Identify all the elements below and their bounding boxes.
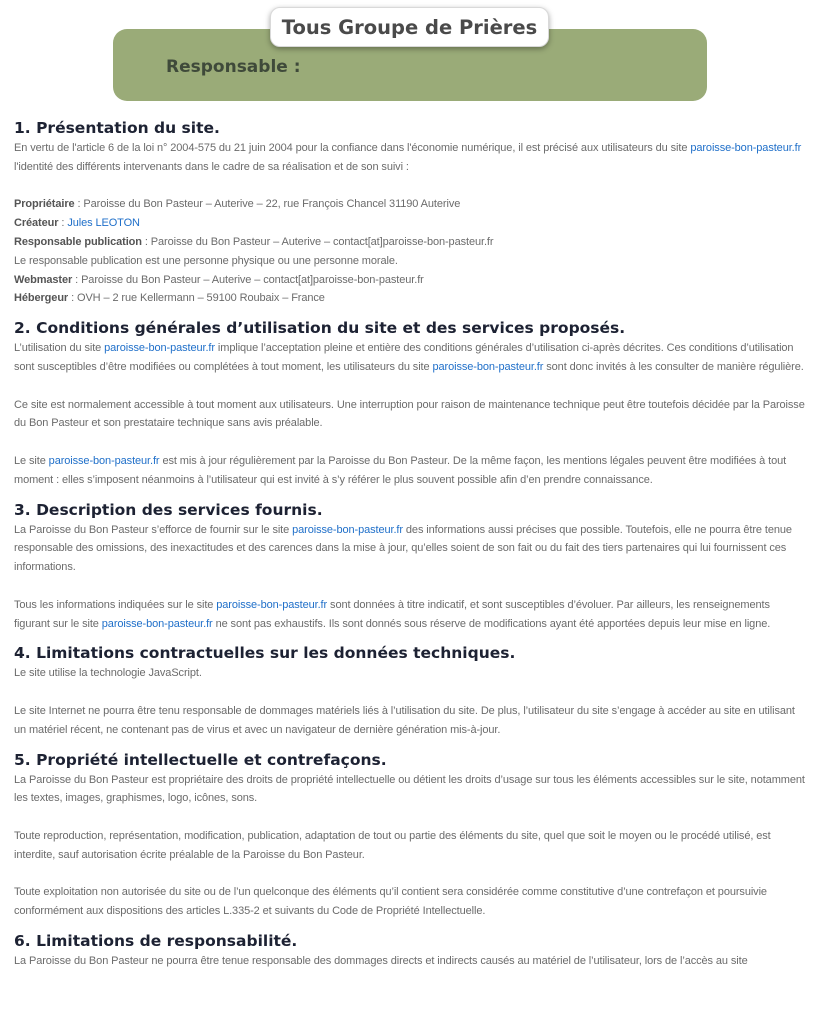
text: implique l’acceptation pleine et entière des conditions générales d’utilisation ci-après décrites. Ces conditions d’utilisation sont susceptibles d’être modifiées ou complétées à tout moment, les utilisateurs du site <box>14 342 794 373</box>
paragraph <box>14 139 807 177</box>
text: En vertu de l'article 6 de la loi n° 2004-575 du 21 juin 2004 pour la confiance dans l'économie numérique, il est précisé aux utilisateurs du site <box>14 142 691 154</box>
section-heading: 3. Description des services fournis. <box>14 500 323 519</box>
label: Propriétaire <box>14 198 75 211</box>
text: est mis à jour régulièrement par la Paroisse du Bon Pasteur. De la même façon, les mentions légales peuvent être modifiées à tout moment : elles s’imposent néanmoins à l’utilisateur qui est invité à s’y référer le plus souvent possible afin d’en prendre connaissance. <box>14 454 787 486</box>
paragraph <box>14 596 807 634</box>
section-heading: 5. Propriété intellectuelle et contrefaçons. <box>14 750 387 769</box>
label: Webmaster <box>14 273 73 286</box>
section-limitations-techniques <box>14 642 807 739</box>
creator-line <box>14 214 807 233</box>
site-link[interactable]: paroisse-bon-pasteur.fr <box>104 342 215 355</box>
site-link[interactable]: paroisse-bon-pasteur.fr <box>690 142 802 154</box>
text: L’utilisation du site <box>14 342 105 355</box>
paragraph: La Paroisse du Bon Pasteur est propriétaire des droits de propriété intellectuelle ou détient les droits d’usage sur tous les éléments accessibles sur le site, notamment les textes, images, graphismes, logo, icônes, sons. <box>14 773 805 805</box>
creator-link[interactable]: Jules LEOTON <box>67 217 140 230</box>
site-link[interactable]: paroisse-bon-pasteur.fr <box>48 454 160 467</box>
paragraph <box>14 521 807 577</box>
value: : Paroisse du Bon Pasteur – Auterive – contact[at]paroisse-bon-pasteur.fr <box>72 273 424 286</box>
site-link[interactable]: paroisse-bon-pasteur.fr <box>432 360 544 373</box>
paragraph <box>14 339 807 377</box>
text: La Paroisse du Bon Pasteur s’efforce de fournir sur le site <box>14 523 293 536</box>
paragraph <box>14 452 807 490</box>
webmaster-line <box>14 271 807 290</box>
section-propriete <box>14 749 807 921</box>
responsable-label: Responsable : <box>166 57 301 77</box>
label: Hébergeur <box>14 292 69 305</box>
section-responsabilite <box>14 930 807 971</box>
section-presentation <box>14 117 807 308</box>
separator: : <box>58 217 68 230</box>
site-link[interactable]: paroisse-bon-pasteur.fr <box>101 617 213 630</box>
text: ne sont pas exhaustifs. Ils sont donnés sous réserve de modifications ayant été apportées depuis leur mise en ligne. <box>212 617 771 630</box>
legal-content <box>14 117 807 980</box>
paragraph: Toute reproduction, représentation, modification, publication, adaptation de tout ou partie des éléments du site, quel que soit le moyen ou le procédé utilisé, est interdite, sauf autorisation écrite préalable de la Paroisse du Bon Pasteur. <box>14 829 771 861</box>
section-services <box>14 499 807 634</box>
paragraph: Toute exploitation non autorisée du site ou de l’un quelconque des éléments qu’il contient sera considérée comme constitutive d’une contrefaçon et poursuivie conformément aux dispositions des articles L.335-2 et suivants du Code de Propriété Intellectuelle. <box>14 886 767 918</box>
publication-note: Le responsable publication est une personne physique ou une personne morale. <box>14 254 398 267</box>
text: des informations aussi précises que possible. Toutefois, elle ne pourra être tenue responsable des omissions, des inexactitudes et des carences dans la mise à jour, qu’elles soient de son fait ou du fait des tiers partenaires qui lui fournissent ces informations. <box>14 523 792 574</box>
page-title: Tous Groupe de Prières <box>270 7 549 47</box>
section-conditions <box>14 317 807 489</box>
owner-line <box>14 195 807 214</box>
site-link[interactable]: paroisse-bon-pasteur.fr <box>216 598 328 611</box>
section-heading: 4. Limitations contractuelles sur les données techniques. <box>14 644 516 663</box>
publication-line <box>14 233 807 252</box>
paragraph: Ce site est normalement accessible à tout moment aux utilisateurs. Une interruption pour raison de maintenance technique peut être toutefois décidée par la Paroisse du Bon Pasteur et son prestataire technique sans avis préalable. <box>14 398 805 430</box>
text: Tous les informations indiquées sur le site <box>14 598 217 611</box>
paragraph: La Paroisse du Bon Pasteur ne pourra être tenue responsable des dommages directs et indirects causés au matériel de l’utilisateur, lors de l’accès au site <box>14 954 748 967</box>
text: sont donc invités à les consulter de manière régulière. <box>543 360 804 373</box>
value: : Paroisse du Bon Pasteur – Auterive – contact[at]paroisse-bon-pasteur.fr <box>141 235 494 248</box>
section-heading: 1. Présentation du site. <box>14 119 220 137</box>
host-line <box>14 289 807 308</box>
label: Créateur <box>14 217 59 230</box>
text: Le site <box>14 454 49 467</box>
label: Responsable publication <box>14 235 142 248</box>
site-link[interactable]: paroisse-bon-pasteur.fr <box>292 523 403 536</box>
text: l'identité des différents intervenants dans le cadre de sa réalisation et de son suivi : <box>14 160 409 173</box>
paragraph: Le site utilise la technologie JavaScript. <box>14 667 202 680</box>
value: : Paroisse du Bon Pasteur – Auterive – 22, rue François Chancel 31190 Auterive <box>74 198 461 211</box>
paragraph: Le site Internet ne pourra être tenu responsable de dommages matériels liés à l’utilisation du site. De plus, l’utilisateur du site s’engage à accéder au site en utilisant un matériel récent, ne contenant pas de virus et avec un navigateur de dernière génération mis-à-jour. <box>14 704 795 736</box>
text: sont données à titre indicatif, et sont susceptibles d’évoluer. Par ailleurs, les renseignements figurant sur le site <box>14 598 770 630</box>
value: : OVH – 2 rue Kellermann – 59100 Roubaix – France <box>68 292 325 305</box>
section-heading: 6. Limitations de responsabilité. <box>14 931 298 950</box>
section-heading: 2. Conditions générales d’utilisation du site et des services proposés. <box>14 319 626 338</box>
